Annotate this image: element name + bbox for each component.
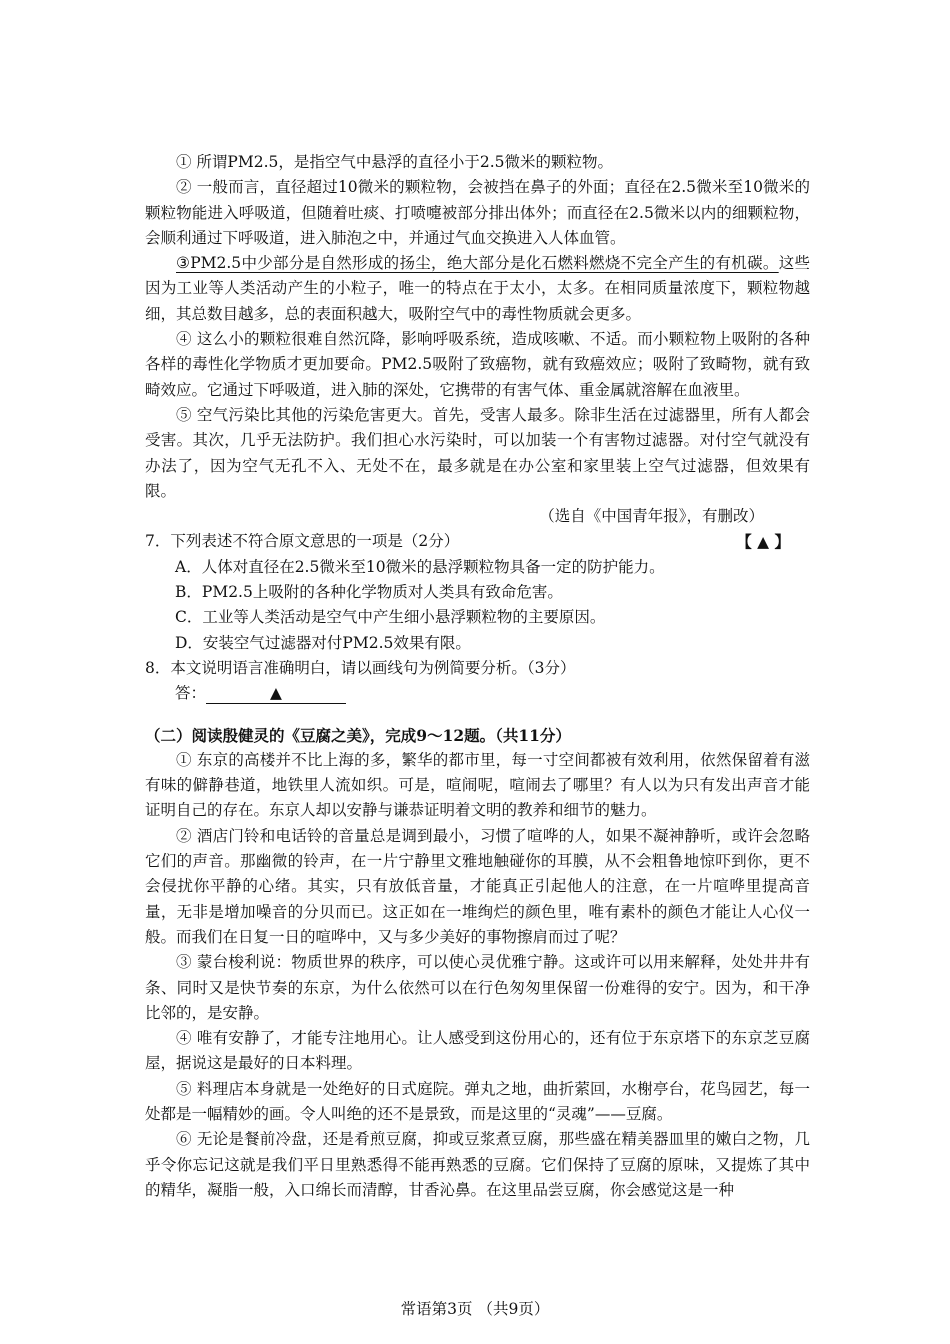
page-content bbox=[145, 150, 810, 1203]
option-d: D．安装空气过滤器对付PM2.5效果有限。 bbox=[175, 633, 471, 652]
paragraph-3-rest: 这些因为工业等人类活动产生的小粒子，唯一的特点在于太小，太多。在相同质量浓度下，颗粒物越细，其总数目越多，总的表面积越大，吸附空气中的毒性物质就会更多。 bbox=[145, 254, 810, 323]
passage1-paragraph-2: ② 一般而言，直径超过10微米的颗粒物，会被挡在鼻子的外面；直径在2.5微米至10微米的颗粒物能进入呼吸道，但随着吐痰、打喷嚏被部分排出体外；而直径在2.5微米以内的细颗粒物，会顺利通过下呼吸道，进入肺泡之中，并通过气血交换进入人体血管。 bbox=[145, 178, 810, 247]
answer-blank[interactable]: ▲ bbox=[206, 683, 346, 704]
section-2-title: （二）阅读殷健灵的《豆腐之美》，完成9～12题。（共11分） bbox=[145, 725, 571, 745]
section2-paragraph-5: ⑤ 料理店本身就是一处绝好的日式庭院。弹丸之地，曲折萦回，水榭亭台，花鸟园艺，每一处都是一幅精妙的画。令人叫绝的还不是景致，而是这里的“灵魂”——豆腐。 bbox=[145, 1079, 810, 1123]
question-7 bbox=[145, 529, 810, 554]
section2-paragraph-1: ① 东京的高楼并不比上海的多，繁华的都市里，每一寸空间都被有效利用，依然保留着有滋有味的僻静巷道，地铁里人流如织。可是，喧闹呢，喧闹去了哪里？有人以为只有发出声音才能证明自己的存在。东京人却以安静与谦恭证明着文明的教养和细节的魅力。 bbox=[145, 750, 810, 820]
page-footer: 常语第3页 （共9页） bbox=[400, 1300, 550, 1318]
passage1-paragraph-5: ⑤ 空气污染比其他的污染危害更大。首先，受害人最多。除非生活在过滤器里，所有人都会受害。其次，几乎无法防护。我们担心水污染时，可以加装一个有害物过滤器。对付空气就没有办法了，因为空气无孔不入、无处不在，最多就是在办公室和家里装上空气过滤器，但效果有限。 bbox=[145, 405, 810, 500]
question-7-stem: 7．下列表述不符合原文意思的一项是（2分） bbox=[145, 532, 460, 551]
passage1-paragraph-1: ① 所谓PM2.5，是指空气中悬浮的直径小于2.5微米的颗粒物。 bbox=[176, 153, 614, 171]
question-8-answer bbox=[145, 681, 810, 706]
question-8-stem: 8．本文说明语言准确明白，请以画线句为例简要分析。（3分） bbox=[145, 658, 576, 677]
option-a: A．人体对直径在2.5微米至10微米的悬浮颗粒物具备一定的防护能力。 bbox=[175, 557, 665, 576]
answer-label: 答： bbox=[175, 684, 207, 703]
passage1-paragraph-4: ④ 这么小的颗粒很难自然沉降，影响呼吸系统，造成咳嗽、不适。而小颗粒物上吸附的各种各样的毒性化学物质才更加要命。PM2.5吸附了致癌物，就有致癌效应；吸附了致畸物，就有致畸效应。它通过下呼吸道，进入肺的深处，它携带的有害气体、重金属就溶解在血液里。 bbox=[145, 330, 810, 399]
option-b: B．PM2.5上吸附的各种化学物质对人类具有致命危害。 bbox=[175, 583, 563, 602]
option-c: C．工业等人类活动是空气中产生细小悬浮颗粒物的主要原因。 bbox=[175, 608, 606, 627]
answer-bracket[interactable]: 【 ▲ 】 bbox=[736, 532, 790, 552]
passage-source: （选自《中国青年报》，有删改） bbox=[539, 507, 764, 526]
section2-paragraph-4: ④ 唯有安静了，才能专注地用心。让人感受到这份用心的，还有位于东京塔下的东京芝豆腐屋，据说这是最好的日本料理。 bbox=[145, 1029, 810, 1073]
underlined-sentence: ③PM2.5中少部分是自然形成的扬尘，绝大部分是化石燃料燃烧不完全产生的有机碳。 bbox=[176, 254, 779, 273]
section2-paragraph-3: ③ 蒙台梭利说：物质世界的秩序，可以使心灵优雅宁静。这或许可以用来解释，处处井井有条、同时又是快节奏的东京，为什么依然可以在行色匆匆里保留一份难得的安宁。因为，和干净比邻的，是安静。 bbox=[145, 953, 810, 1022]
passage1-paragraph-3 bbox=[145, 251, 810, 327]
section2-paragraph-2: ② 酒店门铃和电话铃的音量总是调到最小，习惯了喧哗的人，如果不凝神静听，或许会忽略它们的声音。那幽微的铃声，在一片宁静里文雅地触碰你的耳膜，从不会粗鲁地惊吓到你，更不会侵扰你平静的心绪。其实，只有放低音量，才能真正引起他人的注意，在一片喧哗里提高音量，无非是增加噪音的分贝而已。这正如在一堆绚烂的颜色里，唯有素朴的颜色才能让人心仪一般。而我们在日复一日的喧哗中，又与多少美好的事物擦肩而过了呢？ bbox=[145, 826, 810, 946]
section2-paragraph-6: ⑥ 无论是餐前冷盘，还是肴煎豆腐，抑或豆浆煮豆腐，那些盛在精美器皿里的嫩白之物，几乎令你忘记这就是我们平日里熟悉得不能再熟悉的豆腐。它们保持了豆腐的原味，又提炼了其中的精华，凝脂一般，入口绵长而清醇，甘香沁鼻。在这里品尝豆腐，你会感觉这是一种 bbox=[145, 1130, 810, 1199]
